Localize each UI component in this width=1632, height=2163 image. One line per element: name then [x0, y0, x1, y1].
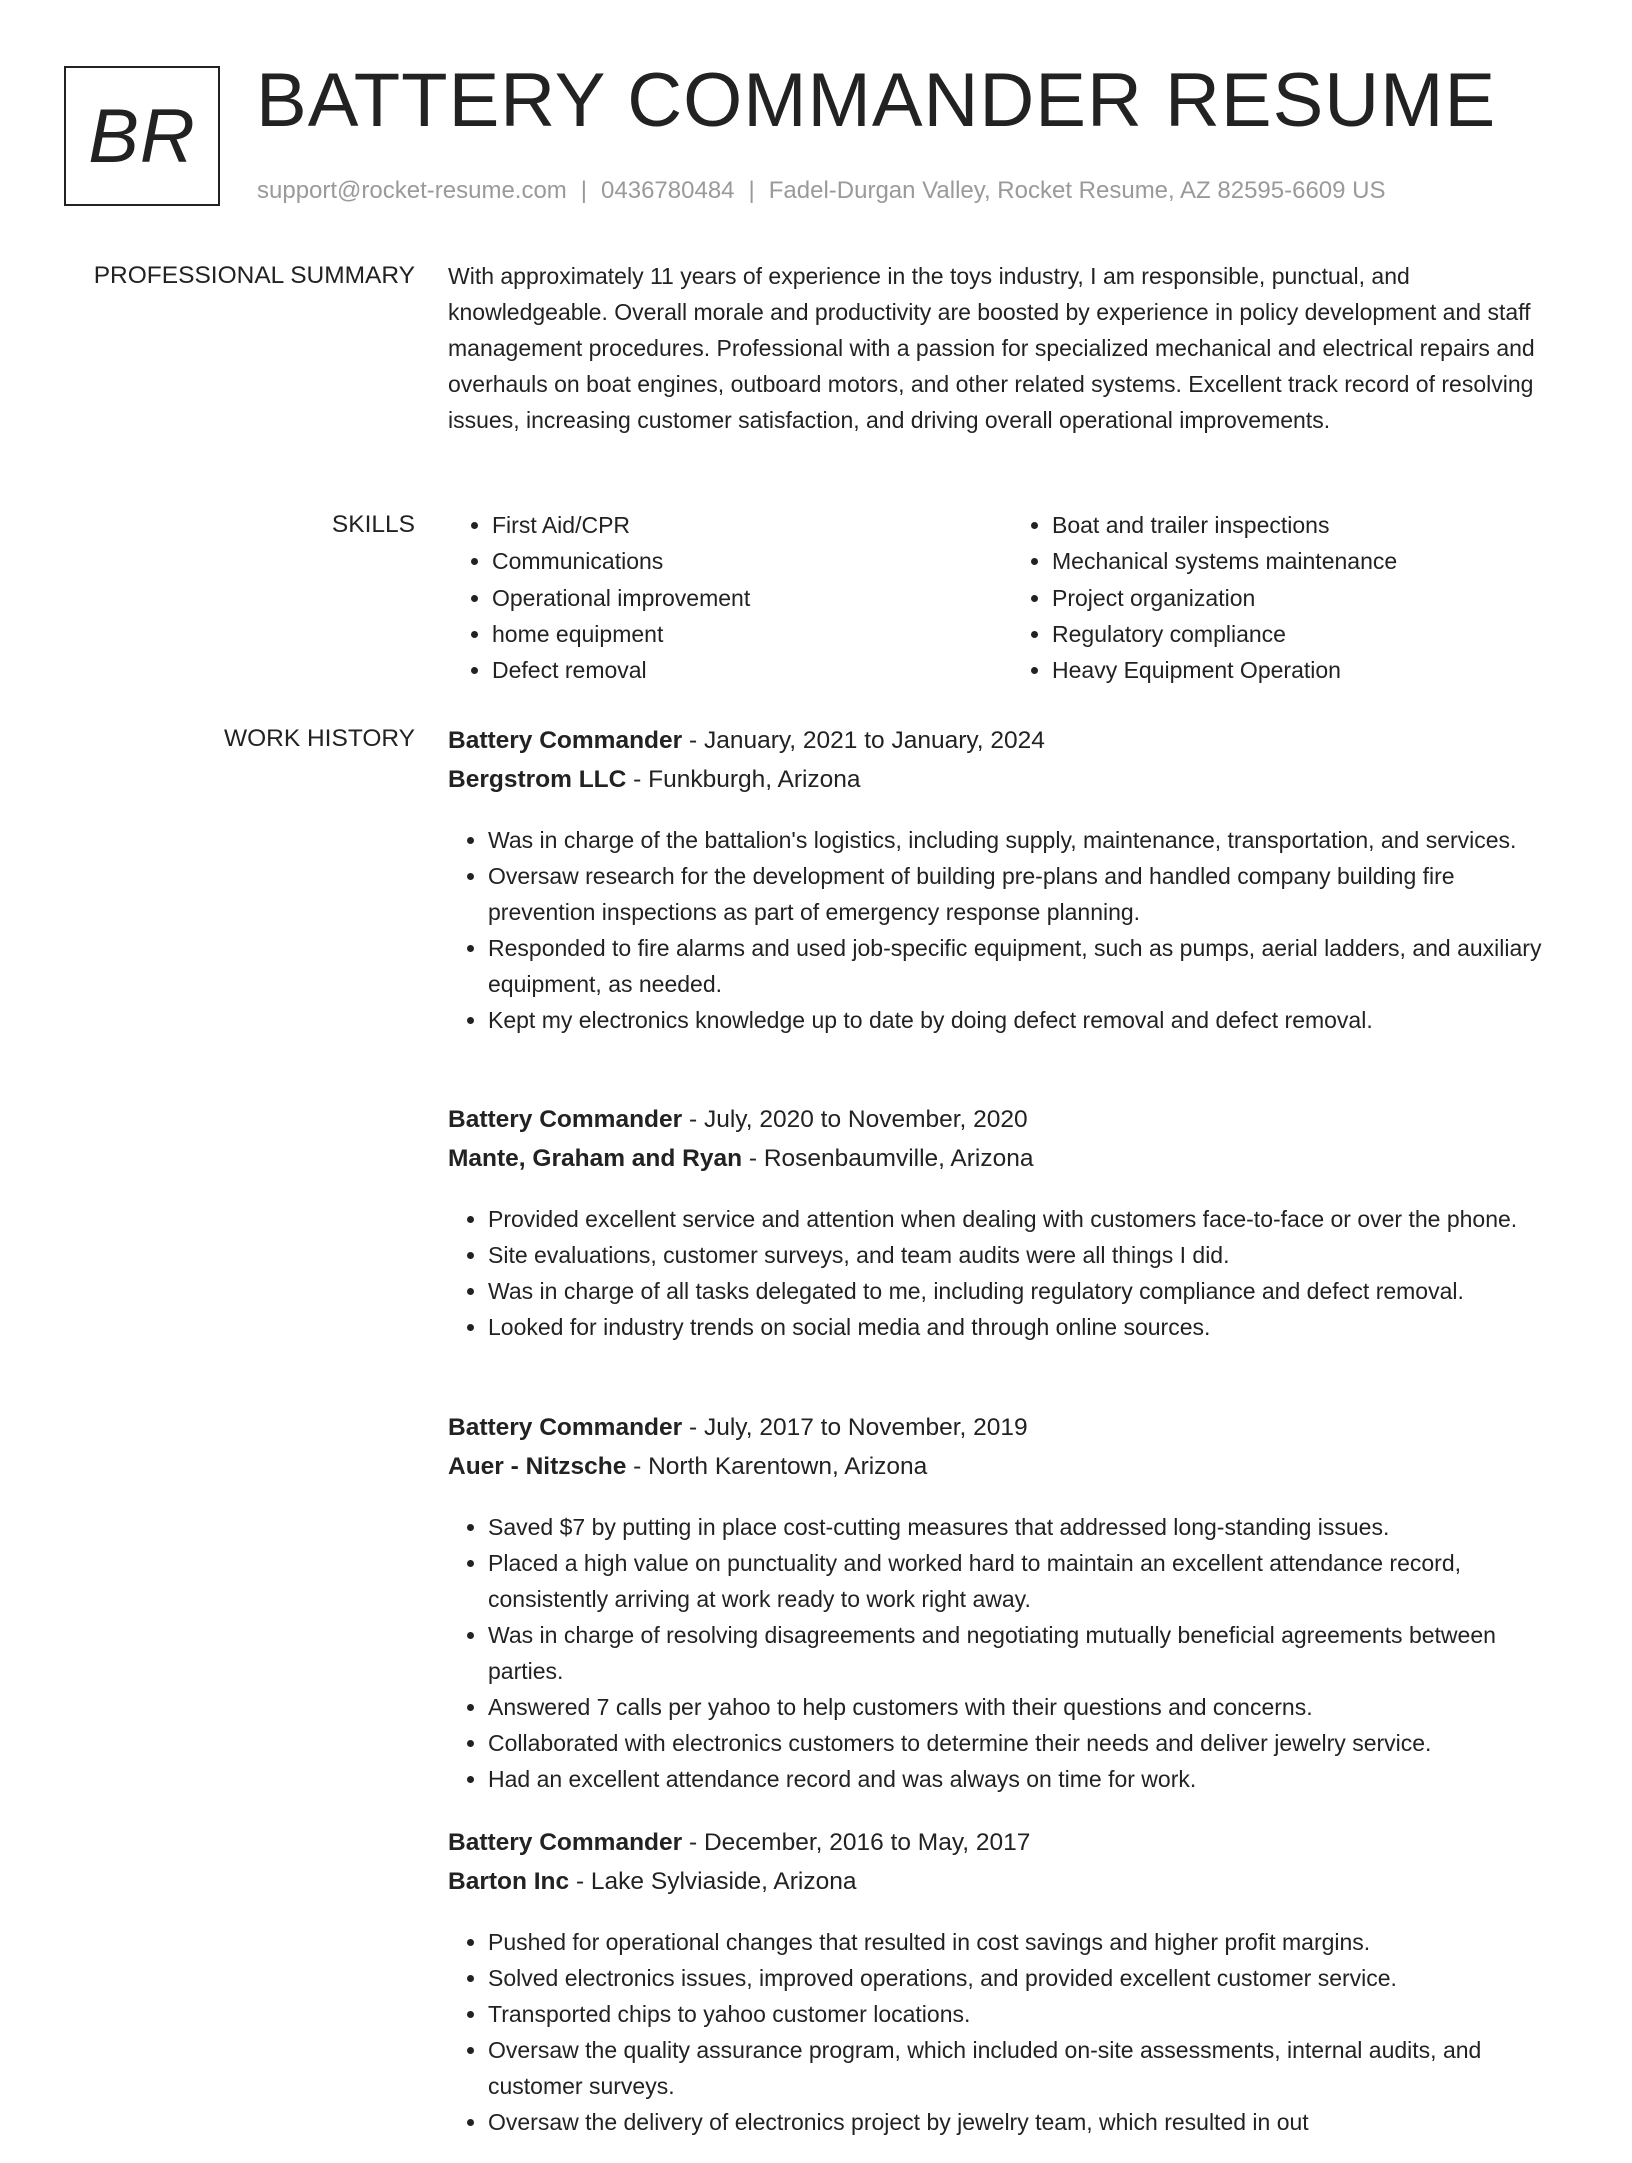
skill-item: • Communications	[492, 543, 1008, 579]
job-location: - Funkburgh, Arizona	[626, 766, 861, 793]
job-bullet: • Had an excellent attendance record and was always on time for work.	[488, 1761, 1568, 1797]
contact-email[interactable]: support@rocket-resume.com	[257, 177, 567, 204]
job-bullet: • Placed a high value on punctuality and worked hard to maintain an excellent attendance record, consistently arriving at work ready to work right away.	[488, 1545, 1568, 1617]
job-company-line	[448, 1139, 1568, 1178]
skills-label: SKILLS	[331, 511, 415, 538]
job-bullet: • Answered 7 calls per yahoo to help customers with their questions and concerns.	[488, 1689, 1568, 1725]
job-dates: - January, 2021 to January, 2024	[682, 727, 1045, 754]
skills-columns	[448, 507, 1568, 688]
job-bullet: • Oversaw the delivery of electronics project by jewelry team, which resulted in out	[488, 2104, 1568, 2140]
job-location: - Lake Sylviaside, Arizona	[569, 1868, 857, 1895]
summary-body	[448, 258, 1568, 438]
job-bullets	[448, 1201, 1568, 1345]
skill-item: • Operational improvement	[492, 580, 1008, 616]
summary-text: With approximately 11 years of experience in the toys industry, I am responsible, punctual, and knowledgeable. Overall morale and productivity are boosted by experience in policy development and staff management procedures. Professional with a passion for specialized mechanical and electrical repairs and overhauls on boat engines, outboard motors, and other related systems. Excellent track record of resolving issues, increasing customer satisfaction, and driving overall operational improvements.	[448, 263, 1535, 433]
skill-item: • Defect removal	[492, 652, 1008, 688]
contact-separator: |	[748, 177, 755, 204]
job-dates: - December, 2016 to May, 2017	[682, 1829, 1031, 1856]
contact-address: Fadel-Durgan Valley, Rocket Resume, AZ 82595-6609 US	[768, 177, 1386, 204]
monogram-badge	[64, 66, 220, 206]
job-company-line	[448, 1447, 1568, 1486]
job-bullet: • Kept my electronics knowledge up to date by doing defect removal and defect removal.	[488, 1002, 1568, 1038]
job-company: Bergstrom LLC	[448, 766, 627, 793]
job-bullet: • Collaborated with electronics customers to determine their needs and deliver jewelry service.	[488, 1725, 1568, 1761]
job-bullets	[448, 1509, 1568, 1797]
work-history-label: WORK HISTORY	[223, 725, 415, 752]
job-bullet: • Looked for industry trends on social media and through online sources.	[488, 1309, 1568, 1345]
skills-list-left	[448, 507, 1008, 688]
job-title-line	[448, 1408, 1568, 1447]
job-title: Battery Commander	[448, 1106, 683, 1133]
job-dates: - July, 2020 to November, 2020	[682, 1106, 1028, 1133]
job-location: - Rosenbaumville, Arizona	[742, 1145, 1034, 1172]
job-bullet: • Pushed for operational changes that resulted in cost savings and higher profit margins.	[488, 1924, 1568, 1960]
skill-item: • Regulatory compliance	[1052, 616, 1568, 652]
resume-title: BATTERY COMMANDER RESUME	[256, 58, 1497, 143]
skills-list-right	[1008, 507, 1568, 688]
job-bullet: • Was in charge of the battalion's logistics, including supply, maintenance, transportation, and services.	[488, 822, 1568, 858]
job-company-line	[448, 760, 1568, 799]
job-bullets	[448, 1924, 1568, 2140]
skill-item: • Heavy Equipment Operation	[1052, 652, 1568, 688]
job-entry	[448, 1823, 1568, 2163]
job-bullet: • Was in charge of all tasks delegated to me, including regulatory compliance and defect removal.	[488, 1273, 1568, 1309]
job-bullet: • Saved $7 by putting in place cost-cutting measures that addressed long-standing issues.	[488, 1509, 1568, 1545]
job-entry	[448, 1100, 1568, 1368]
job-bullets	[448, 822, 1568, 1038]
job-entry	[448, 721, 1568, 1061]
job-company: Mante, Graham and Ryan	[448, 1145, 743, 1172]
job-bullet: • Oversaw the quality assurance program, which included on-site assessments, internal audits, and customer surveys.	[488, 2032, 1568, 2104]
job-title-line	[448, 1823, 1568, 1862]
contact-separator: |	[580, 177, 588, 204]
job-title-line	[448, 721, 1568, 760]
skill-item: • Project organization	[1052, 580, 1568, 616]
job-company: Barton Inc	[448, 1868, 570, 1895]
skill-item: • home equipment	[492, 616, 1008, 652]
monogram-text: BR	[88, 93, 196, 179]
skill-item: • Boat and trailer inspections	[1052, 507, 1568, 543]
contact-phone[interactable]: 0436780484	[601, 177, 735, 204]
summary-label: PROFESSIONAL SUMMARY	[93, 262, 415, 289]
job-company: Auer - Nitzsche	[448, 1453, 627, 1480]
contact-line	[257, 176, 1386, 206]
job-bullet: • Site evaluations, customer surveys, and team audits were all things I did.	[488, 1237, 1568, 1273]
job-bullet: • Was in charge of resolving disagreements and negotiating mutually beneficial agreements between parties.	[488, 1617, 1568, 1689]
job-bullet: • Solved electronics issues, improved operations, and provided excellent customer service.	[488, 1960, 1568, 1996]
skill-item: • First Aid/CPR	[492, 507, 1008, 543]
job-location: - North Karentown, Arizona	[626, 1453, 928, 1480]
job-bullet: • Transported chips to yahoo customer locations.	[488, 1996, 1568, 2032]
job-entry	[448, 1408, 1568, 1820]
job-title-line	[448, 1100, 1568, 1139]
job-title: Battery Commander	[448, 1414, 683, 1441]
job-title: Battery Commander	[448, 1829, 683, 1856]
job-bullet: • Oversaw research for the development of building pre-plans and handled company building fire prevention inspections as part of emergency response planning.	[488, 858, 1568, 930]
skill-item: • Mechanical systems maintenance	[1052, 543, 1568, 579]
job-title: Battery Commander	[448, 727, 683, 754]
job-bullet: • Responded to fire alarms and used job-specific equipment, such as pumps, aerial ladders, and auxiliary equipment, as needed.	[488, 930, 1568, 1002]
job-company-line	[448, 1862, 1568, 1901]
job-dates: - July, 2017 to November, 2019	[682, 1414, 1028, 1441]
job-bullet: • Provided excellent service and attention when dealing with customers face-to-face or over the phone.	[488, 1201, 1568, 1237]
